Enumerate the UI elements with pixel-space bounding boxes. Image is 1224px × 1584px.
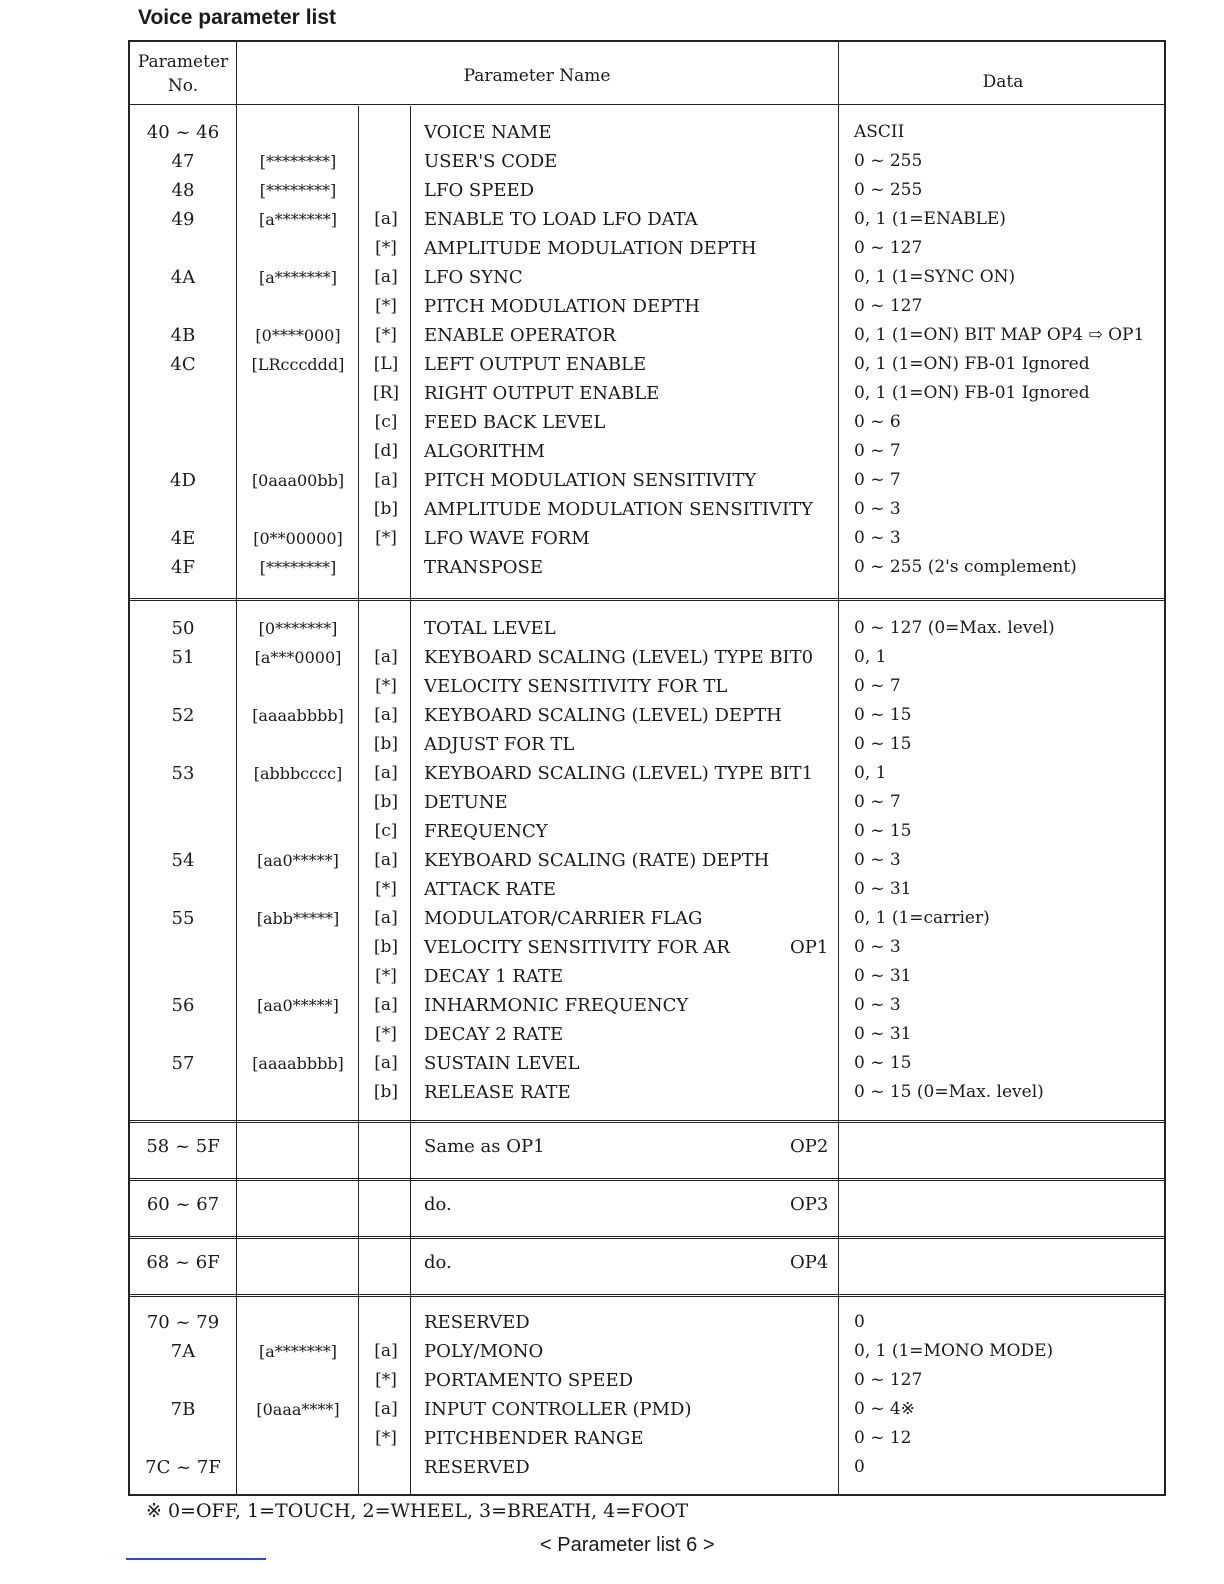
param-name: AMPLITUDE MODULATION SENSITIVITY <box>424 499 813 520</box>
param-name: KEYBOARD SCALING (LEVEL) TYPE BIT0 <box>424 647 814 668</box>
table-row <box>130 147 1164 176</box>
param-name: POLY/MONO <box>424 1341 544 1362</box>
voice-parameter-table <box>128 40 1166 1496</box>
bit-tag: [*] <box>375 1370 397 1390</box>
bit-pattern: [abb*****] <box>256 909 340 928</box>
data-range: 0 ~ 255 (2's complement) <box>854 557 1077 577</box>
bit-tag: [a] <box>374 267 398 287</box>
param-no: 48 <box>171 180 195 201</box>
bit-pattern: [********] <box>259 152 337 171</box>
table-row <box>130 730 1164 759</box>
table-row <box>130 672 1164 701</box>
bit-tag: [b] <box>373 792 399 812</box>
param-name: ENABLE TO LOAD LFO DATA <box>424 209 698 230</box>
bit-tag: [a] <box>374 763 398 783</box>
param-name: ALGORITHM <box>424 441 545 462</box>
data-range: 0 ~ 127 (0=Max. level) <box>854 618 1055 638</box>
table-row <box>130 466 1164 495</box>
param-name: SUSTAIN LEVEL <box>424 1053 580 1074</box>
bit-pattern: [a***0000] <box>254 648 342 667</box>
bit-pattern: [a*******] <box>258 268 338 287</box>
param-no: 7B <box>170 1399 196 1420</box>
data-range: 0 ~ 15 <box>854 821 912 841</box>
table-row <box>130 991 1164 1020</box>
param-name: VOICE NAME <box>424 122 552 143</box>
data-range: 0 ~ 4※ <box>854 1399 915 1419</box>
table-row <box>130 643 1164 672</box>
table-row <box>130 1248 1164 1277</box>
bit-tag: [a] <box>374 1341 398 1361</box>
bit-pattern: [aaaabbbb] <box>252 1054 344 1073</box>
bit-pattern: [LRcccddd] <box>251 355 345 374</box>
param-no: 70 ~ 79 <box>146 1312 220 1333</box>
param-name: AMPLITUDE MODULATION DEPTH <box>424 238 757 259</box>
bit-tag: [a] <box>374 647 398 667</box>
param-no: 55 <box>171 908 195 929</box>
data-range: 0 ~ 3 <box>854 528 901 548</box>
bit-pattern: [0*******] <box>258 619 338 638</box>
data-range: 0 ~ 7 <box>854 792 901 812</box>
table-row <box>130 1453 1164 1482</box>
bit-tag: [*] <box>375 966 397 986</box>
param-no: 56 <box>171 995 195 1016</box>
param-name: LFO SPEED <box>424 180 535 201</box>
data-range: 0 ~ 7 <box>854 676 901 696</box>
param-name: LEFT OUTPUT ENABLE <box>424 354 647 375</box>
param-name: RESERVED <box>424 1457 530 1478</box>
bit-pattern: [abbbcccc] <box>253 764 343 783</box>
param-name: do. <box>424 1252 452 1273</box>
header-rule <box>130 104 1164 105</box>
bit-pattern: [0****000] <box>255 326 341 345</box>
page-label: < Parameter list 6 > <box>540 1534 715 1556</box>
param-no: 49 <box>171 209 195 230</box>
bit-pattern: [aaaabbbb] <box>252 706 344 725</box>
bit-pattern: [********] <box>259 181 337 200</box>
param-name: VELOCITY SENSITIVITY FOR AR <box>424 937 730 958</box>
table-row <box>130 817 1164 846</box>
param-name: RIGHT OUTPUT ENABLE <box>424 383 660 404</box>
bit-tag: [*] <box>375 238 397 258</box>
table-row <box>130 614 1164 643</box>
table-row <box>130 846 1164 875</box>
param-no: 60 ~ 67 <box>146 1194 220 1215</box>
bit-tag: [*] <box>375 879 397 899</box>
table-row <box>130 176 1164 205</box>
data-range: 0 ~ 15 <box>854 1053 912 1073</box>
data-range: 0, 1 <box>854 647 887 667</box>
param-no: 4D <box>170 470 196 491</box>
bit-pattern: [0**00000] <box>253 529 343 548</box>
table-row <box>130 904 1164 933</box>
param-name: Same as OP1 <box>424 1136 545 1157</box>
operator-label: OP3 <box>790 1194 829 1215</box>
data-range: 0 <box>854 1457 865 1477</box>
param-name: LFO WAVE FORM <box>424 528 590 549</box>
bit-tag: [b] <box>373 499 399 519</box>
param-no: 40 ~ 46 <box>146 122 220 143</box>
table-row <box>130 321 1164 350</box>
data-range: 0 ~ 31 <box>854 1024 912 1044</box>
data-range: 0 ~ 15 (0=Max. level) <box>854 1082 1044 1102</box>
param-no: 7A <box>170 1341 196 1362</box>
table-row <box>130 962 1164 991</box>
bit-tag: [a] <box>374 995 398 1015</box>
data-range: 0 <box>854 1312 865 1332</box>
param-no: 54 <box>171 850 195 871</box>
data-range: 0 ~ 15 <box>854 705 912 725</box>
table-row <box>130 1308 1164 1337</box>
param-name: INHARMONIC FREQUENCY <box>424 995 689 1016</box>
data-range: 0 ~ 15 <box>854 734 912 754</box>
param-no: 4F <box>171 557 195 578</box>
footnote: ※ 0=OFF, 1=TOUCH, 2=WHEEL, 3=BREATH, 4=FOOT <box>146 1500 689 1522</box>
table-row <box>130 524 1164 553</box>
table-row <box>130 263 1164 292</box>
bit-tag: [*] <box>375 296 397 316</box>
data-range: 0 ~ 3 <box>854 499 901 519</box>
param-name: USER'S CODE <box>424 151 558 172</box>
param-name: KEYBOARD SCALING (RATE) DEPTH <box>424 850 770 871</box>
bit-pattern: [0aaa00bb] <box>251 471 345 490</box>
data-range: 0 ~ 6 <box>854 412 901 432</box>
table-row <box>130 759 1164 788</box>
bit-tag: [*] <box>375 1024 397 1044</box>
param-no: 68 ~ 6F <box>146 1252 220 1273</box>
param-no: 4A <box>170 267 196 288</box>
param-name: LFO SYNC <box>424 267 523 288</box>
data-range: 0, 1 (1=MONO MODE) <box>854 1341 1054 1361</box>
bit-tag: [*] <box>375 676 397 696</box>
bit-pattern: [a*******] <box>258 1342 338 1361</box>
bit-tag: [*] <box>375 1428 397 1448</box>
param-name: TRANSPOSE <box>424 557 543 578</box>
bit-pattern: [aa0*****] <box>257 996 339 1015</box>
data-range: 0 ~ 127 <box>854 1370 923 1390</box>
table-row <box>130 350 1164 379</box>
bit-tag: [a] <box>374 850 398 870</box>
bit-tag: [b] <box>373 937 399 957</box>
data-range: 0 ~ 255 <box>854 180 923 200</box>
bit-tag: [a] <box>374 209 398 229</box>
table-row <box>130 701 1164 730</box>
bit-tag: [a] <box>374 470 398 490</box>
table-row <box>130 1049 1164 1078</box>
param-name: INPUT CONTROLLER (PMD) <box>424 1399 692 1420</box>
data-range: 0 ~ 3 <box>854 995 901 1015</box>
table-row <box>130 1337 1164 1366</box>
param-name: TOTAL LEVEL <box>424 618 556 639</box>
param-name: FREQUENCY <box>424 821 548 842</box>
data-range: 0 ~ 31 <box>854 966 912 986</box>
data-range: 0 ~ 127 <box>854 238 923 258</box>
data-range: 0, 1 (1=SYNC ON) <box>854 267 1016 287</box>
param-no: 52 <box>171 705 195 726</box>
param-no: 7C ~ 7F <box>145 1457 221 1478</box>
param-name: ATTACK RATE <box>424 879 557 900</box>
bit-tag: [d] <box>373 441 399 461</box>
param-name: ENABLE OPERATOR <box>424 325 616 346</box>
operator-label: OP4 <box>790 1252 829 1273</box>
table-row <box>130 1424 1164 1453</box>
param-name: MODULATOR/CARRIER FLAG <box>424 908 703 929</box>
bit-tag: [c] <box>374 412 398 432</box>
section-rule-4 <box>130 1236 1164 1239</box>
data-range: 0, 1 (1=ENABLE) <box>854 209 1006 229</box>
table-row <box>130 553 1164 582</box>
data-range: 0, 1 (1=ON) FB-01 Ignored <box>854 383 1090 403</box>
table-row <box>130 234 1164 263</box>
param-name: PITCH MODULATION SENSITIVITY <box>424 470 757 491</box>
table-row <box>130 118 1164 147</box>
bit-tag: [c] <box>374 821 398 841</box>
blue-rule <box>126 1558 266 1560</box>
bit-tag: [b] <box>373 1082 399 1102</box>
bit-tag: [a] <box>374 705 398 725</box>
param-name: DECAY 2 RATE <box>424 1024 564 1045</box>
page-title: Voice parameter list <box>138 6 337 29</box>
table-row <box>130 1132 1164 1161</box>
param-name: VELOCITY SENSITIVITY FOR TL <box>424 676 728 697</box>
param-name: PORTAMENTO SPEED <box>424 1370 634 1391</box>
param-name: RELEASE RATE <box>424 1082 571 1103</box>
bit-pattern: [aa0*****] <box>257 851 339 870</box>
bit-pattern: [0aaa****] <box>256 1400 340 1419</box>
param-name: DETUNE <box>424 792 508 813</box>
bit-tag: [L] <box>373 354 399 374</box>
header-param-no: Parameter No. <box>137 52 229 96</box>
data-range: 0 ~ 12 <box>854 1428 912 1448</box>
section-rule-1 <box>130 598 1164 601</box>
table-row <box>130 379 1164 408</box>
param-no: 4C <box>170 354 196 375</box>
data-range: 0 ~ 7 <box>854 470 901 490</box>
bit-tag: [*] <box>375 528 397 548</box>
param-name: PITCH MODULATION DEPTH <box>424 296 700 317</box>
table-row <box>130 205 1164 234</box>
param-no: 58 ~ 5F <box>146 1136 220 1157</box>
data-range: 0, 1 (1=ON) BIT MAP OP4 ⇨ OP1 <box>854 325 1145 345</box>
param-name: PITCHBENDER RANGE <box>424 1428 644 1449</box>
table-row <box>130 875 1164 904</box>
param-name: KEYBOARD SCALING (LEVEL) DEPTH <box>424 705 782 726</box>
param-name: KEYBOARD SCALING (LEVEL) TYPE BIT1 <box>424 763 814 784</box>
section-rule-3 <box>130 1178 1164 1181</box>
param-no: 4B <box>170 325 196 346</box>
param-no: 51 <box>171 647 195 668</box>
table-row <box>130 1395 1164 1424</box>
data-range: 0, 1 (1=ON) FB-01 Ignored <box>854 354 1090 374</box>
table-row <box>130 1366 1164 1395</box>
table-row <box>130 933 1164 962</box>
operator-label: OP2 <box>790 1136 829 1157</box>
data-range: 0 ~ 31 <box>854 879 912 899</box>
table-row <box>130 1020 1164 1049</box>
table-row <box>130 1190 1164 1219</box>
data-range: 0 ~ 7 <box>854 441 901 461</box>
param-name: FEED BACK LEVEL <box>424 412 606 433</box>
data-range: 0 ~ 127 <box>854 296 923 316</box>
param-no: 53 <box>171 763 195 784</box>
data-range: 0 ~ 3 <box>854 850 901 870</box>
bit-pattern: [********] <box>259 558 337 577</box>
bit-pattern: [a*******] <box>258 210 338 229</box>
param-name: do. <box>424 1194 452 1215</box>
bit-tag: [R] <box>372 383 400 403</box>
table-row <box>130 495 1164 524</box>
data-range: 0, 1 (1=carrier) <box>854 908 990 928</box>
bit-tag: [*] <box>375 325 397 345</box>
section-rule-5 <box>130 1294 1164 1297</box>
table-row <box>130 437 1164 466</box>
data-range: 0, 1 <box>854 763 887 783</box>
section-rule-2 <box>130 1120 1164 1123</box>
data-range: 0 ~ 3 <box>854 937 901 957</box>
operator-label: OP1 <box>790 937 829 958</box>
param-name: RESERVED <box>424 1312 530 1333</box>
bit-tag: [a] <box>374 1399 398 1419</box>
param-no: 50 <box>171 618 195 639</box>
param-no: 57 <box>171 1053 195 1074</box>
table-row <box>130 788 1164 817</box>
header-data: Data <box>982 72 1024 92</box>
param-no: 4E <box>170 528 196 549</box>
param-name: ADJUST FOR TL <box>424 734 575 755</box>
table-row <box>130 292 1164 321</box>
param-no: 47 <box>171 151 195 172</box>
bit-tag: [a] <box>374 908 398 928</box>
data-range: ASCII <box>854 122 905 142</box>
param-name: DECAY 1 RATE <box>424 966 564 987</box>
bit-tag: [a] <box>374 1053 398 1073</box>
data-range: 0 ~ 255 <box>854 151 923 171</box>
bit-tag: [b] <box>373 734 399 754</box>
header-param-name: Parameter Name <box>463 66 611 86</box>
table-row <box>130 1078 1164 1107</box>
table-row <box>130 408 1164 437</box>
